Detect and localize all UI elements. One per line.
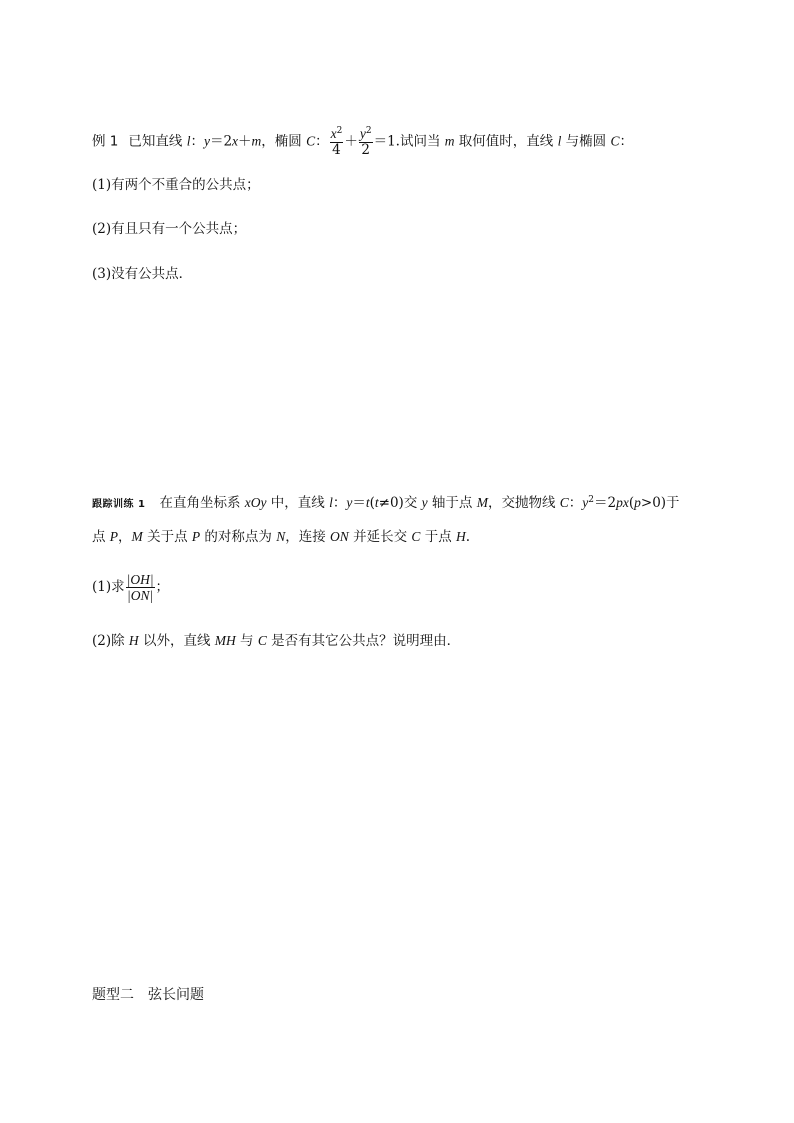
text: 并延长交 — [348, 529, 412, 545]
var: t — [365, 495, 370, 510]
text: 于点 — [420, 529, 457, 545]
denominator: 2 — [361, 142, 370, 158]
text: ，连接 — [285, 529, 331, 545]
text: (1)求 — [92, 579, 125, 595]
text: ： — [568, 495, 583, 511]
text: ≠0)交 — [378, 495, 422, 511]
text: ，交抛物线 — [487, 495, 560, 511]
fraction-x2-over-4 — [330, 126, 344, 158]
text: ＋ — [344, 133, 358, 150]
var: y — [582, 495, 589, 510]
text: 是否有其它公共点？说明理由． — [266, 633, 461, 649]
var: px — [616, 495, 629, 510]
var: M — [476, 495, 488, 510]
text: 已知直线 — [128, 133, 187, 150]
section-title: 题型二 — [92, 987, 134, 1003]
text: ： — [190, 133, 204, 150]
text: 以外，直线 — [138, 633, 215, 649]
var: C — [411, 529, 421, 544]
training1-label: 跟踪训练 1 — [92, 499, 146, 510]
text: ＝2 — [209, 133, 233, 150]
var: y — [359, 126, 366, 141]
example1-item-3: (3)没有公共点． — [92, 266, 193, 282]
text: ＝2 — [594, 495, 617, 511]
text: ： — [619, 133, 633, 150]
text: 点 — [92, 529, 110, 545]
var: H — [128, 633, 139, 648]
var: l — [329, 495, 333, 510]
var: p — [634, 495, 641, 510]
text: ＋ — [238, 133, 252, 150]
var: y — [421, 495, 428, 510]
var: t — [374, 495, 379, 510]
training1-question-2 — [92, 632, 460, 650]
var: H — [456, 529, 466, 544]
denominator: 4 — [332, 142, 341, 158]
text: ＝1.试问当 — [373, 133, 445, 150]
example1-statement — [92, 126, 633, 158]
var: C — [306, 133, 316, 149]
fraction-OH-over-ON — [126, 572, 155, 603]
fraction-y2-over-2 — [359, 126, 373, 158]
var: xOy — [244, 495, 267, 510]
section-heading — [92, 986, 204, 1004]
text: ＝ — [352, 495, 366, 511]
training1-question-1 — [92, 572, 169, 603]
var: P — [191, 529, 201, 544]
var: N — [276, 529, 286, 544]
training1-statement-line2 — [92, 528, 470, 546]
var: ON — [330, 529, 349, 544]
exponent: 2 — [336, 126, 343, 136]
training1-statement-line1 — [92, 494, 680, 514]
example1-item-1: (1)有两个不重合的公共点； — [92, 177, 260, 193]
var: l — [557, 133, 562, 149]
text: ： — [315, 133, 329, 150]
example1-item-2: (2)有且只有一个公共点； — [92, 221, 247, 237]
var: y — [203, 133, 210, 149]
text: ； — [155, 579, 170, 595]
var: m — [444, 133, 455, 149]
text: ， — [118, 529, 132, 545]
text: 中，直线 — [266, 495, 330, 511]
var: x — [330, 126, 337, 141]
text: ，椭圆 — [261, 133, 307, 150]
var: C — [257, 633, 267, 648]
exponent: 2 — [588, 495, 595, 505]
text: 与椭圆 — [561, 133, 611, 150]
numerator: |OH| — [126, 572, 154, 587]
var: P — [109, 529, 119, 544]
text: 的对称点为 — [200, 529, 277, 545]
var: l — [186, 133, 191, 149]
var: x — [232, 133, 239, 149]
denominator: |ON| — [126, 588, 154, 603]
var: m — [251, 133, 262, 149]
text: 关于点 — [142, 529, 192, 545]
var: y — [346, 495, 353, 510]
text: (2)除 — [92, 633, 129, 649]
text: ( — [628, 495, 635, 511]
text: 与 — [235, 633, 258, 649]
var: MH — [214, 633, 236, 648]
text: >0)于 — [640, 495, 680, 511]
text: . — [465, 529, 471, 545]
example1-label: 例 1 — [92, 133, 119, 150]
section-subtitle: 弦长问题 — [148, 987, 204, 1003]
var: C — [610, 133, 620, 149]
exponent: 2 — [365, 126, 372, 136]
text: 轴于点 — [427, 495, 477, 511]
text: ： — [332, 495, 347, 511]
text: ( — [369, 495, 375, 511]
text: 在直角坐标系 — [159, 495, 245, 511]
text: 取何值时，直线 — [454, 133, 558, 150]
var: C — [559, 495, 569, 510]
var: M — [131, 529, 143, 544]
